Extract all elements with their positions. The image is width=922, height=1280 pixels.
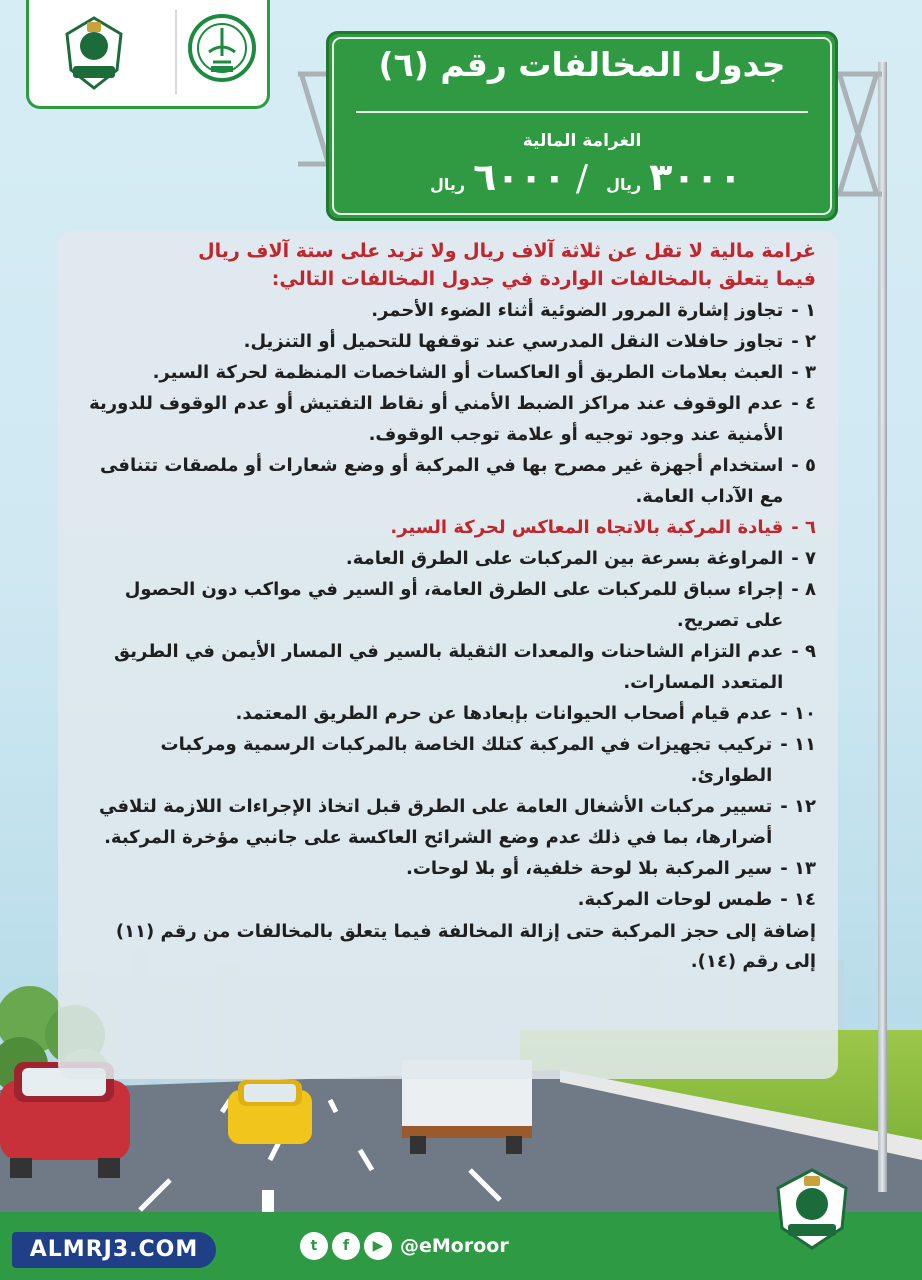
item-text: عدم قيام أصحاب الحيوانات بإبعادها عن حرم الطريق المعتمد.	[235, 703, 773, 724]
item-text: طمس لوحات المركبة.	[577, 889, 773, 910]
list-item	[88, 853, 816, 884]
fine-currency: ريال	[606, 175, 642, 194]
logo-divider	[175, 10, 177, 94]
item-number: ٧ -	[791, 548, 816, 569]
traffic-badge-icon	[770, 1166, 854, 1250]
item-text: العبث بعلامات الطريق أو العاكسات أو الشاخصات المنظمة لحركة السير.	[152, 362, 784, 383]
item-text: إجراء سباق للمركبات على الطرق العامة، أو السير في مواكب دون الحصول على تصريح.	[124, 579, 784, 631]
item-number: ٨ -	[791, 579, 816, 600]
list-item	[88, 326, 816, 357]
sign-title: جدول المخالفات رقم (٦)	[378, 45, 786, 84]
item-number: ٣ -	[791, 362, 816, 383]
item-text: المراوغة بسرعة بين المركبات على الطرق العامة.	[345, 548, 784, 569]
item-text: تجاوز إشارة المرور الضوئية أثناء الضوء الأحمر.	[371, 300, 784, 321]
site-watermark[interactable]: ALMRJ3.COM	[12, 1232, 216, 1268]
list-item	[88, 388, 816, 450]
item-number: ٥ -	[791, 455, 816, 476]
item-text: سير المركبة بلا لوحة خلفية، أو بلا لوحات.	[406, 858, 773, 879]
footer-note: إضافة إلى حجز المركبة حتى إزالة المخالفة فيما يتعلق بالمخالفات من رقم (١١) إلى رقم (١٤).	[115, 921, 816, 972]
list-item	[88, 884, 816, 915]
item-number: ٢ -	[791, 331, 816, 352]
item-text: عدم الوقوف عند مراكز الضبط الأمني أو نقاط التفتيش أو عدم الوقوف للدورية الأمنية عند وجود توجيه أو علامة توجب الوقوف.	[89, 393, 784, 445]
twitter-icon[interactable]: t	[300, 1232, 328, 1260]
youtube-icon[interactable]: ▶	[364, 1232, 392, 1260]
sign-post	[878, 62, 887, 1192]
item-text: عدم التزام الشاحنات والمعدات الثقيلة بالسير في المسار الأيمن في الطريق المتعدد المسارات.	[114, 641, 784, 693]
item-text: تركيب تجهيزات في المركبة كتلك الخاصة بالمركبات الرسمية ومركبات الطوارئ.	[160, 734, 773, 786]
violations-content	[88, 237, 816, 977]
list-item	[88, 357, 816, 388]
list-item	[88, 574, 816, 636]
social-links	[300, 1229, 509, 1263]
violations-list	[88, 295, 816, 915]
social-handle[interactable]: @eMoroor	[400, 1235, 509, 1257]
sign-bracket-right	[836, 64, 882, 204]
list-item	[88, 729, 816, 791]
item-text: تسيير مركبات الأشغال العامة على الطرق قبل اتخاذ الإجراءات اللازمة لتلافي أضرارها، بما في ذلك عدم وضع الشرائح العاكسة على جانبي مؤخرة المركبة.	[99, 796, 773, 848]
ministry-emblem-icon	[187, 12, 257, 88]
list-item	[88, 698, 816, 729]
list-item	[88, 791, 816, 853]
fine-separator: /	[575, 158, 589, 199]
item-number: ٦ -	[791, 517, 816, 538]
list-item-highlighted	[88, 512, 816, 543]
logo-panel	[26, 0, 270, 109]
sign-subtitle: الغرامة المالية	[522, 131, 642, 151]
item-number: ١١ -	[780, 734, 816, 755]
fine-max-amount: ٦٠٠٠	[473, 155, 566, 199]
list-item	[88, 450, 816, 512]
list-item	[88, 543, 816, 574]
fine-min-amount: ٣٠٠٠	[649, 155, 742, 199]
item-text: استخدام أجهزة غير مصرح بها في المركبة أو وضع شعارات أو ملصقات تتنافى مع الآداب العامة.	[99, 455, 784, 507]
violations-card	[58, 231, 838, 1079]
list-item	[88, 295, 816, 326]
item-number: ٩ -	[791, 641, 816, 662]
facebook-icon[interactable]: f	[332, 1232, 360, 1260]
sign-divider	[356, 111, 808, 113]
violations-sign	[326, 31, 838, 221]
item-text: قيادة المركبة بالاتجاه المعاكس لحركة السير.	[390, 517, 784, 538]
item-number: ٤ -	[791, 393, 816, 414]
intro-line-2: فيما يتعلق بالمخالفات الواردة في جدول المخالفات التالي:	[271, 268, 816, 290]
item-number: ١٢ -	[780, 796, 816, 817]
intro-line-1: غرامة مالية لا تقل عن ثلاثة آلاف ريال ولا تزيد على ستة آلاف ريال	[198, 240, 816, 262]
intro-text	[88, 237, 816, 293]
item-number: ١٣ -	[780, 858, 816, 879]
item-number: ١ -	[791, 300, 816, 321]
item-number: ١٤ -	[780, 889, 816, 910]
fine-currency-2: ريال	[430, 175, 466, 194]
item-number: ١٠ -	[780, 703, 816, 724]
item-text: تجاوز حافلات النقل المدرسي عند توقفها للتحميل أو التنزيل.	[243, 331, 784, 352]
fine-amount	[326, 155, 838, 199]
list-item	[88, 636, 816, 698]
traffic-police-emblem-icon	[59, 12, 129, 92]
